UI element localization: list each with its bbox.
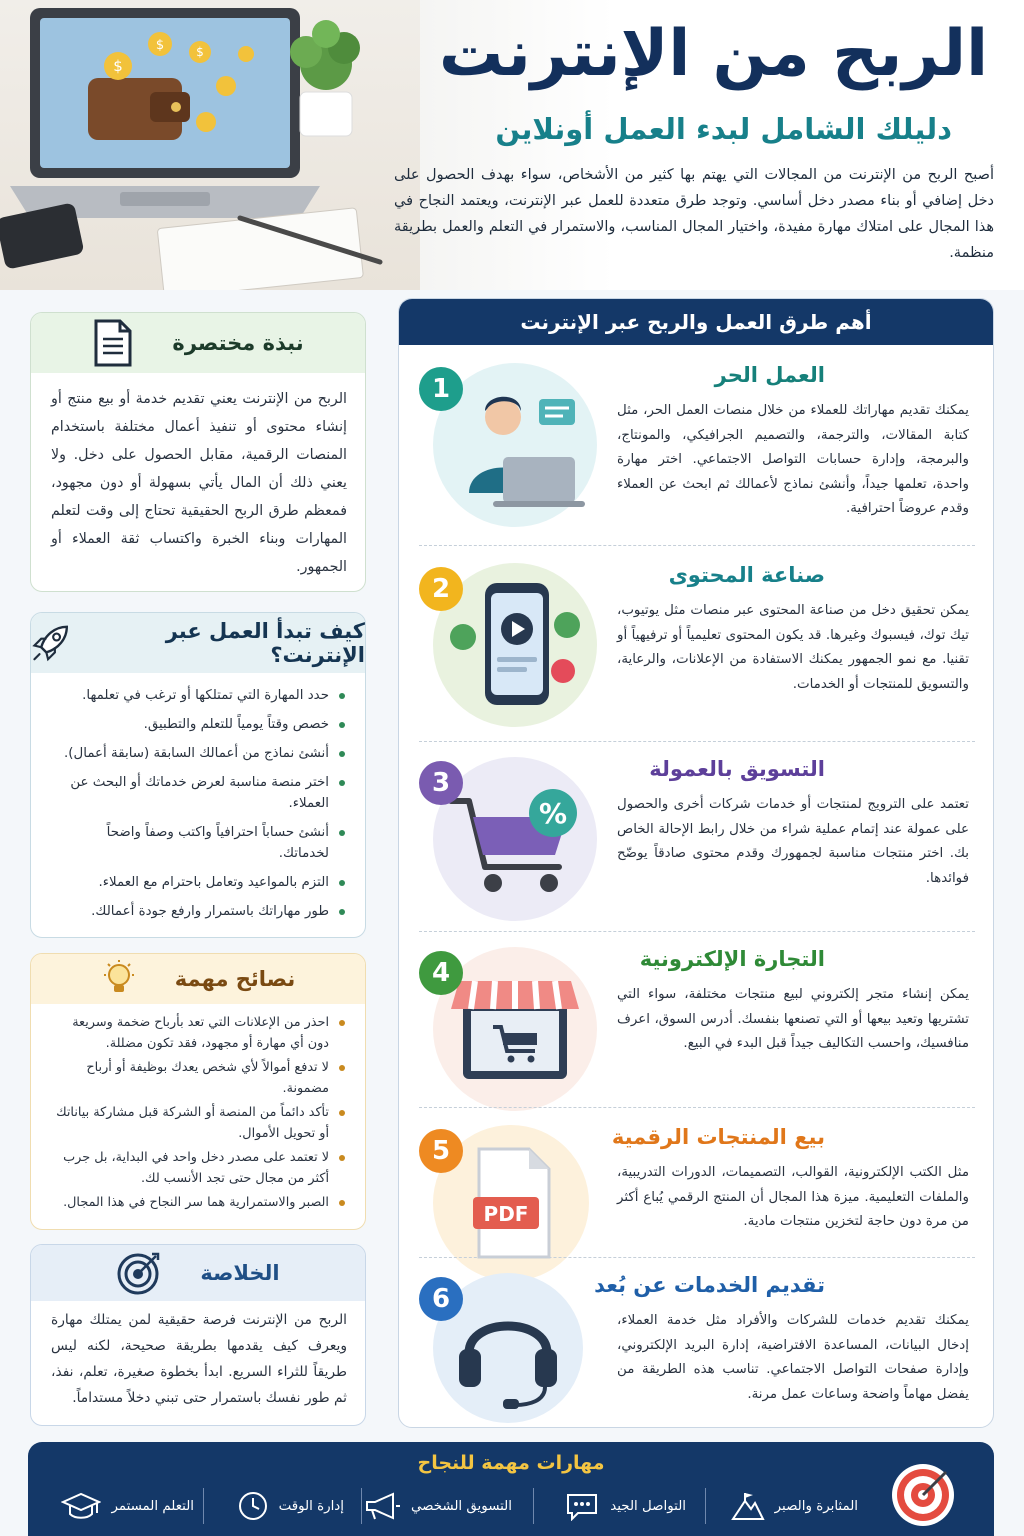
method-description: يمكن تحقيق دخل من صناعة المحتوى عبر منصات مثل يوتيوب، تيك توك، فيسبوك وغيرها. قد يكون المحتوى تعليمياً أو ترفيهياً أو تقنيا. مع نمو الجمهور يمكنك الاستفادة من الإعلانات، والرعاية، والتسويق للمنتجات أو الخدمات. xyxy=(617,603,969,692)
list-item: اختر منصة مناسبة لعرض خدماتك أو البحث عن العملاء. xyxy=(53,772,345,814)
desk-illustration xyxy=(0,0,420,290)
tips-card xyxy=(30,953,366,1230)
skill-continuous-learning xyxy=(61,1486,194,1526)
about-text: الربح من الإنترنت يعني تقديم خدمة أو بيع منتج أو إنشاء محتوى أو تنفيذ أعمال مختلفة باستخدام المنصات الرقمية، مقابل الحصول على دخل. ولا يعني ذلك أن المال يأتي بسهولة أو دون مجهود، فمعظم طرق الربح الحقيقية تحتاج إلى وقت لتعلم المهارات وبناء الخبرة واكتساب ثقة العملاء أو الجمهور. xyxy=(51,391,347,575)
list-item: لا تدفع أموالاً لأي شخص يعدك بوظيفة أو أرباح مضمونة. xyxy=(53,1057,345,1099)
skill-label: التواصل الجيد xyxy=(610,1498,686,1514)
skill-communication xyxy=(564,1486,686,1526)
method-number: 5 xyxy=(419,1129,463,1173)
start-title: كيف تبدأ العمل عبر الإنترنت؟ xyxy=(165,619,365,667)
skill-label: التسويق الشخصي xyxy=(410,1498,512,1514)
method-description: يمكنك تقديم خدمات للشركات والأفراد مثل خدمة العملاء، إدخال البيانات، المساعدة الافتراضية، إدارة البريد الإلكتروني، وإدارة صفحات التواصل الاجتماعي. تناسب هذه الطريقة من يفضل مهاماً واضحة وساعات عمل مرنة. xyxy=(617,1313,969,1402)
method-title: التسويق بالعمولة xyxy=(649,757,825,781)
divider xyxy=(533,1488,534,1524)
conclusion-text: الربح من الإنترنت فرصة حقيقية لمن يمتلك مهارة ويعرف كيف يقدمها بطريقة صحيحة، لكنه ليس طريقاً للثراء السريع. ابدأ بخطوة صغيرة، تعلم، نفذ، ثم طور نفسك باستمرار حتى تبني دخلاً مستداماً. xyxy=(51,1312,347,1406)
method-ecommerce xyxy=(419,947,975,1107)
method-number: 3 xyxy=(419,761,463,805)
conclusion-card xyxy=(30,1244,366,1426)
divider xyxy=(419,931,975,932)
page-subtitle: دليلك الشامل لبدء العمل أونلاين xyxy=(495,112,952,146)
mountain-flag-icon xyxy=(731,1491,765,1521)
divider xyxy=(419,1107,975,1108)
method-description: تعتمد على الترويج لمنتجات أو خدمات شركات أخرى والحصول على عمولة عند إتمام عملية شراء من خلال رابط الإحالة الخاص بك. اختر منتجات مناسبة لجمهورك وقدم محتوى صادقاً يوضّح فوائدها. xyxy=(617,797,969,886)
rocket-icon xyxy=(31,620,70,666)
method-affiliate xyxy=(419,757,975,927)
method-title: العمل الحر xyxy=(714,363,825,387)
list-item: احذر من الإعلانات التي تعد بأرباح ضخمة وسريعة دون أي مهارة أو مجهود، فقد تكون مضللة. xyxy=(53,1012,345,1054)
skill-self-marketing xyxy=(363,1486,512,1526)
method-title: صناعة المحتوى xyxy=(668,563,825,587)
method-number: 1 xyxy=(419,367,463,411)
divider xyxy=(361,1488,362,1524)
target-arrow-icon xyxy=(890,1462,956,1528)
conclusion-card-header xyxy=(31,1245,365,1301)
skills-title: مهارات مهمة للنجاح xyxy=(417,1452,605,1474)
method-title: التجارة الإلكترونية xyxy=(639,947,825,971)
list-item: لا تعتمد على مصدر دخل واحد في البداية، بل جرب أكثر من مجال حتى تجد الأنسب لك. xyxy=(53,1147,345,1189)
method-number: 6 xyxy=(419,1277,463,1321)
list-item: خصص وقتاً يومياً للتعلم والتطبيق. xyxy=(53,714,345,735)
megaphone-icon xyxy=(363,1491,401,1521)
intro-paragraph: أصبح الربح من الإنترنت من المجالات التي يهتم بها كثير من الأشخاص، سواء بهدف الحصول على دخل إضافي أو بناء مصدر دخل أساسي. وتوجد طرق متعددة للعمل عبر الإنترنت، ويعتمد النجاح في هذا المجال على امتلاك مهارة مفيدة، واختيار المجال المناسب، والاستمرار في التعلم والعمل بطريقة منظمة. xyxy=(394,167,994,261)
list-item: حدد المهارة التي تمتلكها أو ترغب في تعلمها. xyxy=(53,685,345,706)
skill-label: المثابرة والصبر xyxy=(774,1498,858,1514)
tips-list xyxy=(31,1004,365,1224)
methods-panel xyxy=(398,298,994,1428)
method-number: 2 xyxy=(419,567,463,611)
method-content-creation xyxy=(419,563,975,733)
svg-text:%: % xyxy=(538,797,568,830)
divider xyxy=(705,1488,706,1524)
method-title: تقديم الخدمات عن بُعد xyxy=(594,1273,825,1297)
method-freelance xyxy=(419,363,975,533)
skill-time-management xyxy=(237,1486,344,1526)
target-icon xyxy=(116,1250,162,1296)
conclusion-title: الخلاصة xyxy=(200,1261,280,1285)
how-to-start-card xyxy=(30,612,366,938)
method-title: بيع المنتجات الرقمية xyxy=(611,1125,825,1149)
method-remote-services xyxy=(419,1273,975,1423)
svg-text:$: $ xyxy=(196,45,204,59)
about-card-header xyxy=(31,313,365,373)
list-item: التزم بالمواعيد وتعامل باحترام مع العملاء. xyxy=(53,872,345,893)
svg-text:$: $ xyxy=(113,57,123,75)
document-icon xyxy=(92,319,134,367)
list-item: أنشئ نماذج من أعمالك السابقة (سابقة أعمال). xyxy=(53,743,345,764)
list-item: تأكد دائماً من المنصة أو الشركة قبل مشاركة بياناتك أو تحويل الأموال. xyxy=(53,1102,345,1144)
list-item: طور مهاراتك باستمرار وارفع جودة أعمالك. xyxy=(53,901,345,922)
divider xyxy=(419,1257,975,1258)
tips-title: نصائح مهمة xyxy=(174,967,296,991)
start-steps-list xyxy=(31,673,365,938)
list-item: أنشئ حساباً احترافياً واكتب وصفاً واضحاً لخدماتك. xyxy=(53,822,345,864)
method-description: يمكن إنشاء متجر إلكتروني لبيع منتجات مختلفة، سواء التي تشتريها وتعيد بيعها أو التي تصنعها بنفسك. أدرس السوق، اعرف منافسيك، واحسب التكاليف جيداً قبل البدء في البيع. xyxy=(617,987,969,1051)
about-card xyxy=(30,312,366,592)
speech-bubble-icon xyxy=(564,1491,600,1521)
clock-icon xyxy=(237,1490,269,1522)
divider xyxy=(419,741,975,742)
divider xyxy=(203,1488,204,1524)
svg-text:PDF: PDF xyxy=(483,1202,529,1226)
method-number: 4 xyxy=(419,951,463,995)
graduation-cap-icon xyxy=(61,1491,101,1521)
svg-text:$: $ xyxy=(155,38,165,53)
divider xyxy=(419,545,975,546)
method-description: مثل الكتب الإلكترونية، القوالب، التصميمات، الدورات التدريبية، والملفات التعليمية. ميزة هذا المجال أن المنتج الرقمي يُباع أكثر من مرة دون حاجة لتخزين منتجات مادية. xyxy=(617,1165,969,1229)
lightbulb-icon xyxy=(101,959,137,999)
methods-panel-header: أهم طرق العمل والربح عبر الإنترنت xyxy=(399,299,993,345)
method-digital-products xyxy=(419,1125,975,1277)
skill-label: إدارة الوقت xyxy=(278,1498,344,1514)
about-title: نبذة مختصرة xyxy=(172,331,304,355)
skill-perseverance xyxy=(731,1486,858,1526)
skills-bar xyxy=(28,1442,994,1536)
page-title: الربح من الإنترنت xyxy=(438,17,988,91)
list-item: الصبر والاستمرارية هما سر النجاح في هذا المجال. xyxy=(53,1192,345,1213)
start-card-header xyxy=(31,613,365,673)
method-description: يمكنك تقديم مهاراتك للعملاء من خلال منصات العمل الحر، مثل كتابة المقالات، والترجمة، والتصميم الجرافيكي، والمونتاج، والبرمجة، وإدارة حسابات التواصل الاجتماعي. اختر مهارة واحدة، تعلمها جيداً، وأنشئ نماذج لأعمالك ثم ابحث عن العملاء وقدم عروضاً احترافية. xyxy=(617,403,969,516)
skill-label: التعلم المستمر xyxy=(111,1498,194,1514)
laptop-desk-image xyxy=(0,0,420,290)
hero-banner xyxy=(0,0,1024,290)
tips-card-header xyxy=(31,954,365,1004)
